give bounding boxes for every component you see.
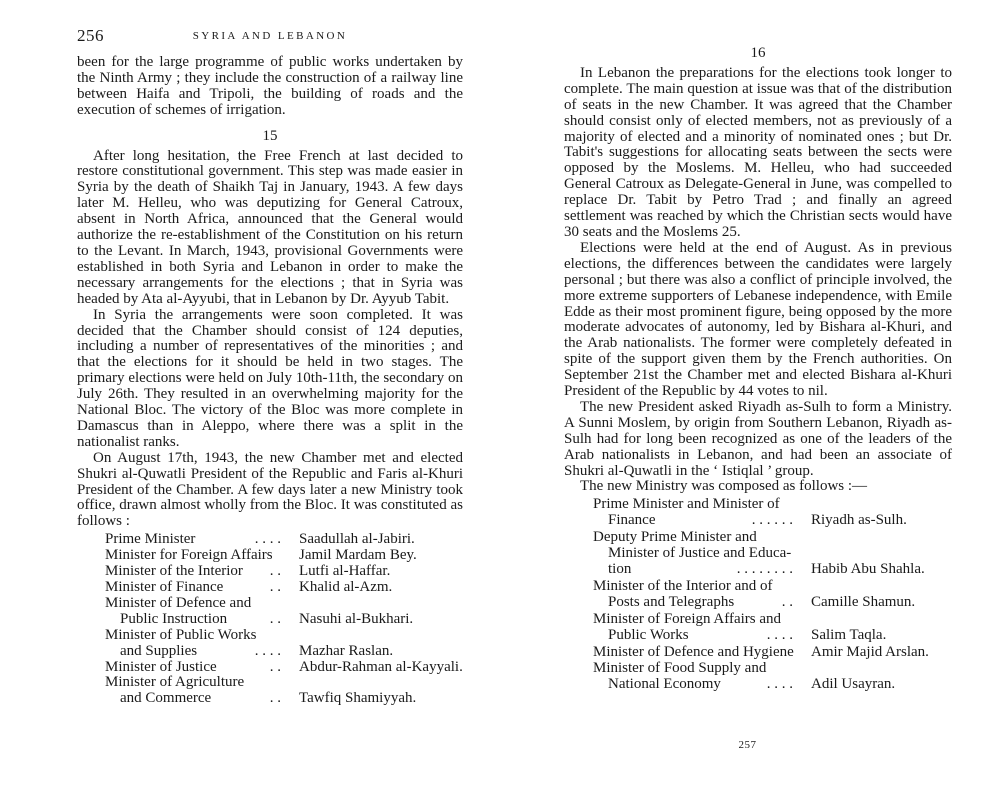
office-line: Minister of Foreign Affairs and <box>593 610 782 627</box>
running-head: SYRIA AND LEBANON <box>192 30 348 42</box>
ministry-office <box>105 660 287 676</box>
ministry-office <box>593 661 799 693</box>
ministry-row <box>564 579 952 611</box>
office-line: and Commerce <box>120 690 212 707</box>
ministry-holder: Habib Abu Shahla. <box>811 561 925 577</box>
ministry-office <box>105 548 287 564</box>
ministry-row <box>77 548 463 564</box>
office-line: Minister of Defence and <box>105 594 252 611</box>
leader-dots: . . . . <box>254 531 281 548</box>
leader-dots: . . . . <box>766 676 793 693</box>
left-text-column <box>77 55 463 707</box>
paragraph: The new Ministry was composed as follows :— <box>580 478 868 495</box>
office-line: Minister of Agriculture <box>105 674 245 691</box>
ministry-row <box>77 580 463 596</box>
ministry-row <box>564 612 952 644</box>
ministry-holder: Nasuhi al-Bukhari. <box>299 610 414 627</box>
ministry-row <box>564 497 952 529</box>
leader-dots: . . . . <box>766 626 793 643</box>
ministry-holder: Salim Taqla. <box>811 626 887 643</box>
office-line: Minister of Defence and Hygiene <box>593 643 794 660</box>
office-line: Deputy Prime Minister and <box>593 529 757 546</box>
office-line: Finance <box>608 512 656 529</box>
office-line: Minister of Public Works <box>105 626 257 643</box>
ministry-row <box>77 628 463 660</box>
office-line: Posts and Telegraphs <box>608 593 735 610</box>
leader-dots: . . <box>269 610 281 627</box>
office-line: Minister of the Interior <box>105 563 243 580</box>
office-line: Minister of Food Supply and <box>593 660 767 677</box>
ministry-holder: Tawfiq Shamiyyah. <box>299 690 417 707</box>
ministry-row <box>564 661 952 693</box>
ministry-holder: Khalid al-Azm. <box>299 579 393 595</box>
ministry-row <box>77 532 463 548</box>
ministry-holder: Abdur-Rahman al-Kayyali. <box>299 658 463 675</box>
office-line: Minister for Foreign Affairs <box>105 547 273 564</box>
ministry-row <box>77 660 463 676</box>
section-number: 16 <box>750 45 766 61</box>
paragraph: The new President asked Riyadh as-Sulh to form a Ministry. A Sunni Moslem, by origin from Southern Lebanon, Riyadh as-Sulh had for long been recognized as one of the leaders of the Arab nationalists in Lebanon, and had been an associate of Shukri al-Quwatli in the ‘ Istiqlal ’ group. <box>564 398 952 479</box>
ministry-row <box>77 564 463 580</box>
office-line: Minister of the Interior and of <box>593 577 773 594</box>
paragraph: On August 17th, 1943, the new Chamber met and elected Shukri al-Quwatli President of the Republic and Faris al-Khuri President of the Chamber. A few days later a new Ministry took office, drawn almost wholly from the Bloc. It was constituted as follows : <box>77 449 463 530</box>
page-number: 256 <box>77 26 104 45</box>
ministry-holder: Saadullah al-Jabiri. <box>299 531 415 548</box>
office-line: National Economy <box>608 676 721 693</box>
paragraph: After long hesitation, the Free French at last decided to restore constitutional government. This step was made easier in Syria by the death of Shaikh Taj in January, 1943. A few days later M. Helleu, who was deputizing for General Catroux, absent in North Africa, announced that the General would authorize the re-establishment of the Constitution on his return to the Levant. In March, 1943, provisional Governments were established in both Syria and Lebanon in order to make the necessary arrangements for the elections ; that in Syria was headed by Ata al-Ayyubi, that in Lebanon by Dr. Ayyub Tabit. <box>77 147 463 307</box>
leader-dots: . . <box>269 658 281 675</box>
ministry-row <box>77 675 463 707</box>
office-line: Public Instruction <box>120 610 228 627</box>
ministry-row <box>564 530 952 578</box>
ministry-row <box>564 645 952 661</box>
leader-dots: . . . . . . . . <box>736 561 793 577</box>
leader-dots: . . . . . . <box>751 512 793 529</box>
ministry-office <box>105 628 287 660</box>
office-line: Prime Minister and Minister of <box>593 496 780 513</box>
paragraph-intro: been for the large programme of public works undertaken by the Ninth Army ; they include the construction of a railway line between Haifa and Tripoli, the building of roads and the execution of schemes of irrigation. <box>77 54 463 118</box>
ministry-office <box>593 530 799 578</box>
ministry-holder: Adil Usayran. <box>811 676 896 693</box>
leader-dots: . . <box>781 593 793 610</box>
ministry-row <box>77 596 463 628</box>
office-line: Public Works <box>608 626 689 643</box>
paragraph: In Lebanon the preparations for the elections took longer to complete. The main question at issue was that of the distribution of seats in the new Chamber. It was agreed that the Chamber should consist only of elected members, not as previously of a majority of elected and a minority of nominated ones ; but Dr. Tabit's suggestions for allocating seats between the sects were opposed by the Moslems. M. Helleu, who had succeeded General Catroux as Delegate-General in June, was compelled to replace Dr. Tabit by Petro Trad ; and finally an agreed settlement was reached by which the Christian sects would have 30 seats and the Moslems 25. <box>564 64 952 240</box>
leader-dots: . . <box>269 563 281 580</box>
ministry-office <box>105 596 287 628</box>
office-line: and Supplies <box>120 642 198 659</box>
office-line: Minister of Justice and Educa- <box>608 545 792 562</box>
ministry-holder: Lutfi al-Haffar. <box>299 563 391 580</box>
ministry-list <box>564 497 952 693</box>
right-text-column <box>564 46 952 694</box>
ministry-holder: Riyadh as-Sulh. <box>811 512 907 529</box>
ministry-holder: Mazhar Raslan. <box>299 642 394 659</box>
section-number: 15 <box>262 127 278 144</box>
leader-dots: . . . . <box>254 642 281 659</box>
office-line: tion <box>608 561 632 577</box>
ministry-office <box>593 645 799 661</box>
paragraph: In Syria the arrangements were soon completed. It was decided that the Chamber should consist of 124 deputies, including a number of representatives of the minorities ; and that the elections for it should be held in two stages. The primary elections were held on July 10th-11th, the secondary on July 26th. They resulted in an overwhelming majority for the National Bloc. The victory of the Bloc was more complete in Damascus than in Aleppo, where there was a split in the nationalist ranks. <box>77 306 463 450</box>
office-line: Minister of Finance <box>105 579 224 595</box>
ministry-office <box>105 675 287 707</box>
ministry-office <box>105 532 287 548</box>
page-header <box>77 26 463 46</box>
ministry-list <box>77 532 463 707</box>
ministry-office <box>593 497 799 529</box>
ministry-office <box>593 612 799 644</box>
paragraph: Elections were held at the end of August. As in previous elections, the differences between the candidates were largely personal ; but there was also a conflict of principle involved, the more extreme supporters of Lebanese independence, with Emile Edde as their most prominent figure, being opposed by the more moderate advocates of autonomy, led by Bishara al-Khuri, and the Arab nationalists. The former were completely defeated in spite of the support given them by the French authorities. On September 21st the Chamber met and elected Bishara al-Khuri President of the Republic by 44 votes to nil. <box>564 239 952 400</box>
ministry-office <box>105 564 287 580</box>
ministry-office <box>105 580 287 596</box>
ministry-holder: Camille Shamun. <box>811 593 916 610</box>
ministry-holder: Amir Majid Arslan. <box>811 643 929 660</box>
leader-dots: . . <box>269 690 281 707</box>
page-number: 257 <box>738 739 757 751</box>
ministry-holder: Jamil Mardam Bey. <box>299 547 417 564</box>
office-line: Prime Minister <box>105 531 196 548</box>
ministry-office <box>593 579 799 611</box>
right-page <box>499 0 998 795</box>
leader-dots: . . <box>269 579 281 595</box>
office-line: Minister of Justice <box>105 658 217 675</box>
